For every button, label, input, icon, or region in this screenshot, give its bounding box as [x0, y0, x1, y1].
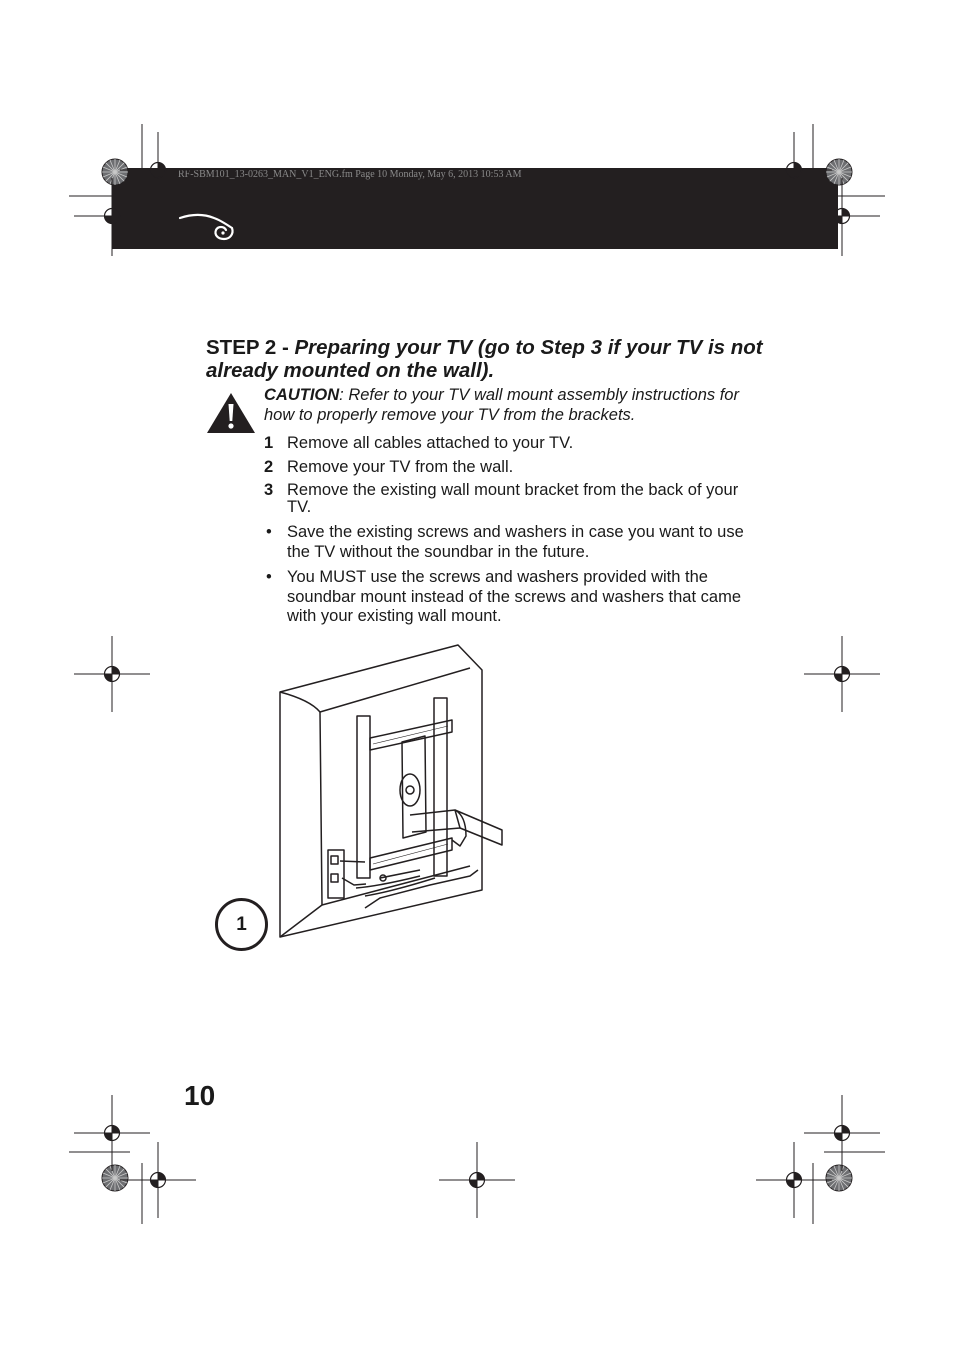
step-label: STEP 2 -	[206, 336, 295, 359]
caution-text: : Refer to your TV wall mount assembly instructions for how to properly remove your TV from the brackets.	[264, 386, 739, 424]
print-slug: RF-SBM101_13-0263_MAN_V1_ENG.fm Page 10 Monday, May 6, 2013 10:53 AM	[178, 169, 522, 180]
list-item	[264, 458, 754, 476]
step-number: 3	[264, 481, 274, 499]
bullet-mark: •	[266, 523, 272, 541]
caution-label: CAUTION	[264, 386, 340, 404]
step-number: 1	[264, 434, 274, 452]
step-title	[206, 336, 766, 382]
step-heading: Preparing your TV (go to Step 3 if your TV is not already mounted on the wall).	[206, 336, 763, 382]
step-number: 2	[264, 458, 274, 476]
step-text: Remove all cables attached to your TV.	[287, 434, 574, 452]
tv-wall-mount-illustration	[270, 640, 510, 945]
step-text: Remove your TV from the wall.	[287, 458, 514, 476]
bullet-text: You MUST use the screws and washers provided with the soundbar mount instead of the screws and washers that came with your existing wall mount.	[287, 568, 741, 625]
list-item	[264, 434, 754, 452]
page-number: 10	[184, 1080, 216, 1111]
list-item	[264, 523, 754, 562]
step-text: Remove the existing wall mount bracket from the back of your TV.	[287, 481, 739, 516]
figure-callout: 1	[215, 898, 268, 951]
list-item	[264, 482, 754, 516]
bullet-mark: •	[266, 568, 272, 586]
warning-icon	[206, 392, 256, 434]
caution-note	[264, 386, 764, 425]
bullet-text: Save the existing screws and washers in case you want to use the TV without the soundbar in the future.	[287, 523, 744, 561]
list-item	[264, 568, 754, 627]
